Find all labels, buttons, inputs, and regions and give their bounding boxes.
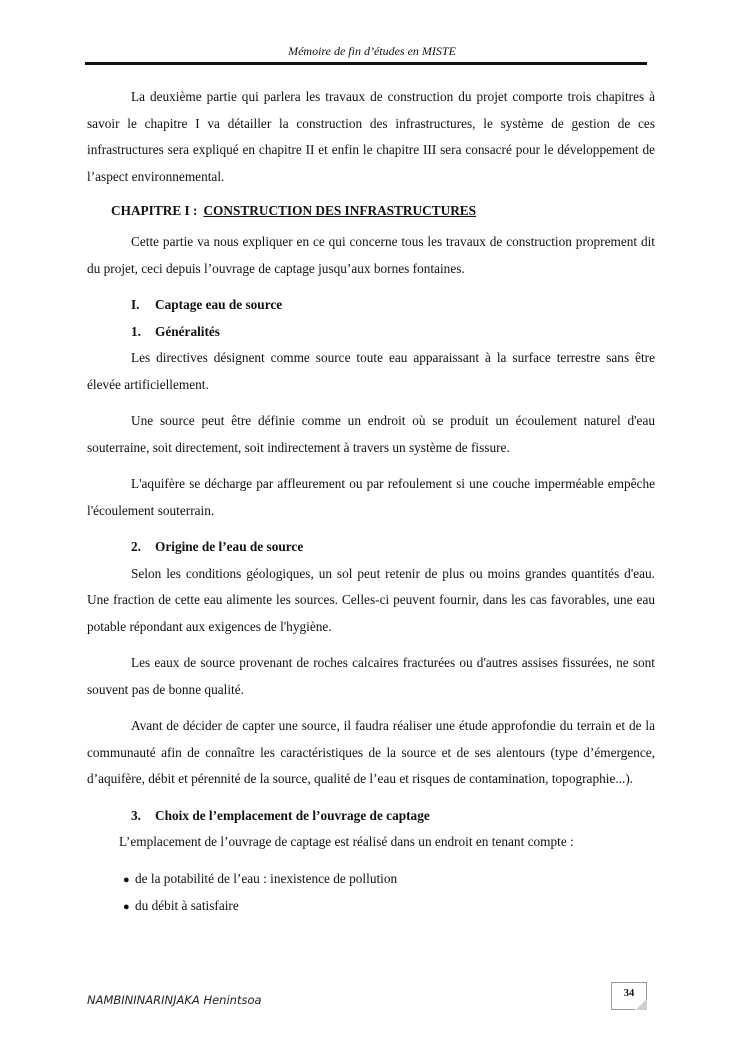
- intro-paragraph: La deuxième partie qui parlera les travaux de construction du projet comporte trois chapitres à savoir le chapitre I va détailler la construction des infrastructures, le système de gestion de ces infrastructures sera expliqué en chapitre II et enfin le chapitre III sera consacré pour le développement de l’aspect environnemental.: [87, 89, 655, 184]
- list-item: [123, 893, 655, 921]
- chapter-heading: [111, 200, 655, 222]
- paragraph: Les directives désignent comme source toute eau apparaissant à la surface terrestre sans être élevée artificiellement.: [87, 350, 655, 392]
- page-curl-icon: [635, 1000, 647, 1010]
- page-header: Mémoire de fin d’études en MISTE: [288, 44, 456, 58]
- subsection-heading: [131, 534, 655, 561]
- page-number-box: [611, 982, 647, 1010]
- subsection-title: Origine de l’eau de source: [155, 539, 304, 554]
- bullet-list: [87, 866, 655, 921]
- subsection-number: 3.: [131, 807, 141, 823]
- subsection-heading: [131, 803, 655, 830]
- bullet-icon: ●: [123, 873, 130, 886]
- paragraph: Selon les conditions géologiques, un sol peut retenir de plus ou moins grandes quantités d'eau. Une fraction de cette eau alimente les sources. Celles-ci peuvent fournir, dans les cas favorables, une eau potable répondant aux exigences de l'hygiène.: [87, 565, 655, 634]
- list-item: [123, 866, 655, 894]
- subsection-number: 2.: [131, 539, 141, 554]
- section-heading: [131, 292, 655, 319]
- subsection-heading: [131, 319, 655, 346]
- list-item-text: de la potabilité de l’eau : inexistence de pollution: [135, 870, 398, 886]
- page-content: [87, 84, 655, 921]
- chapter-title: CONSTRUCTION DES INFRASTRUCTURES: [203, 203, 477, 218]
- paragraph: L'aquifère se décharge par affleurement ou par refoulement si une couche imperméable empêche l'écoulement souterrain.: [87, 476, 655, 518]
- list-item-text: du débit à satisfaire: [135, 898, 239, 913]
- header-rule: [85, 62, 647, 65]
- subsection-title: Choix de l’emplacement de l’ouvrage de captage: [155, 807, 430, 823]
- paragraph: Les eaux de source provenant de roches calcaires fracturées ou d'autres assises fissurées, ne sont souvent pas de bonne qualité.: [87, 655, 655, 697]
- paragraph: Avant de décider de capter une source, il faudra réaliser une étude approfondie du terrain et de la communauté afin de connaître les caractéristiques de la source et de ses alentours (type d’émergence, d’aquifère, débit et pérennité de la source, qualité de l’eau et risques de contamination, topographie...).: [87, 718, 655, 786]
- page-number: 34: [623, 988, 635, 999]
- chapter-intro-paragraph: Cette partie va nous expliquer en ce qui concerne tous les travaux de construction proprement dit du projet, ceci depuis l’ouvrage de captage jusqu’aux bornes fontaines.: [87, 234, 655, 276]
- subsection-title: Généralités: [155, 323, 220, 339]
- subsection-number: 1.: [131, 323, 141, 339]
- paragraph: L’emplacement de l’ouvrage de captage est réalisé dans un endroit en tenant compte :: [119, 834, 574, 849]
- paragraph: Une source peut être définie comme un endroit où se produit un écoulement naturel d'eau souterraine, soit directement, soit indirectement à travers un système de fissure.: [87, 413, 655, 455]
- chapter-label: CHAPITRE I :: [111, 203, 198, 218]
- footer-author: NAMBININARINJAKA Henintsoa: [87, 993, 262, 1007]
- bullet-icon: ●: [123, 901, 130, 913]
- section-title: Captage eau de source: [155, 297, 283, 312]
- section-number: I.: [131, 297, 140, 312]
